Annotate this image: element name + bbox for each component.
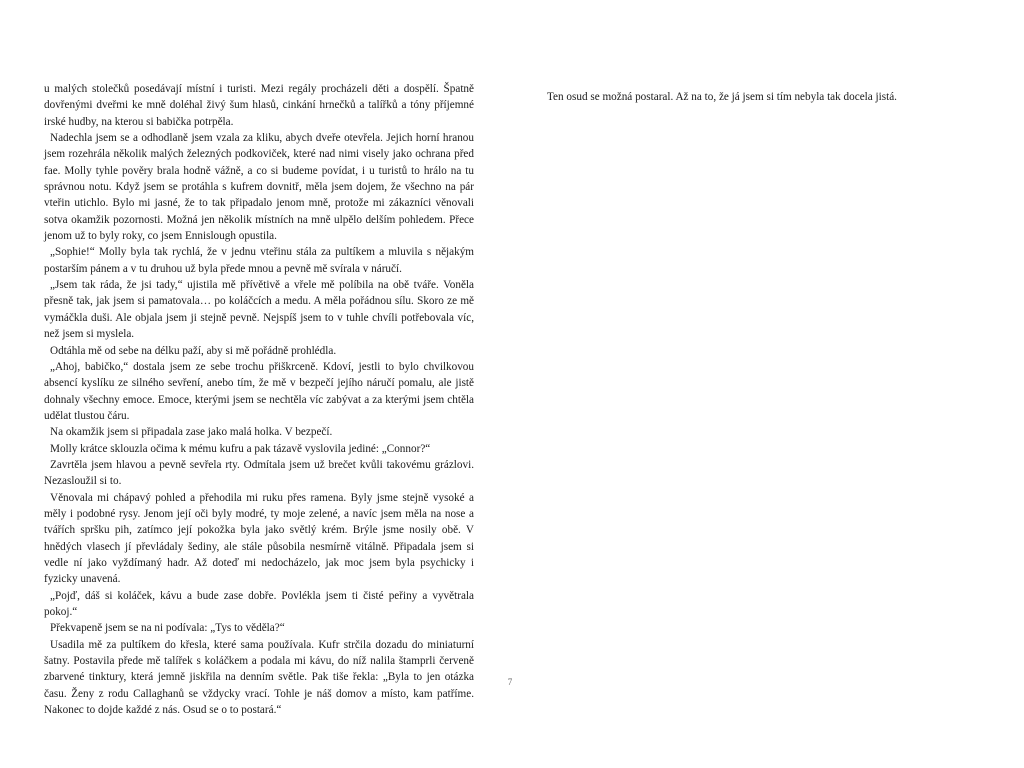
paragraph: „Sophie!“ Molly byla tak rychlá, že v jednu vteřinu stála za pultíkem a mluvila s nějakým postarším pánem a v tu druhou už byla přede mnou a pevně mě svírala v náručí. bbox=[44, 246, 474, 275]
paragraph: u malých stolečků posedávají místní i turisti. Mezi regály procházeli děti a dospělí. Špatně dovřenými dveřmi ke mně doléhal živý šum hlasů, cinkání hrnečků a talířků a tóny příjemné irské hudby, na kterou si babička potrpěla. bbox=[44, 83, 474, 128]
right-page-text bbox=[547, 89, 987, 105]
paragraph: Molly krátce sklouzla očima k mému kufru a pak tázavě vyslovila jediné: „Connor?“ bbox=[50, 442, 431, 455]
paragraph: „Ahoj, babičko,“ dostala jsem ze sebe trochu přiškrceně. Kdoví, jestli to bylo chvilkovou absencí kyslíku ze silného sevření, anebo tím, že mě v bezpečí jejího náručí pomalu, ale jistě dohnaly všechny emoce. Emoce, kterými jsem se nechtěla víc zabývat a za kterými jsem chtěla udělat tlustou čáru. bbox=[44, 360, 474, 422]
paragraph: Usadila mě za pultíkem do křesla, které sama používala. Kufr strčila dozadu do miniaturní šatny. Postavila přede mě talířek s koláčkem a podala mi kávu, do níž nalila štamprli červeně zbarvené tinktury, která jemně jiskřila na denním světle. Pak tiše řekla: „Byla to jen otázka času. Ženy z rodu Callaghanů se vždycky vrací. Tohle je náš domov a místo, kam patříme. Nakonec to dojde každé z nás. Osud se o to postará.“ bbox=[44, 638, 474, 717]
paragraph: „Jsem tak ráda, že jsi tady,“ ujistila mě přívětivě a vřele mě políbila na obě tváře. Voněla přesně tak, jak jsem si pamatovala… po koláčcích a medu. A měla pořádnou sílu. Skoro ze mě vymáčkla duši. Ale objala jsem ji stejně pevně. Nejspíš jsem to v tuhle chvíli potřebovala víc, než jsem si myslela. bbox=[44, 279, 474, 341]
paragraph: Zavrtěla jsem hlavou a pevně sevřela rty. Odmítala jsem už brečet kvůli takovému grázlovi. Nezasloužil si to. bbox=[44, 458, 474, 488]
paragraph: „Pojď, dáš si koláček, kávu a bude zase dobře. Povlékla jsem ti čisté peřiny a vyvětrala pokoj.“ bbox=[44, 589, 474, 618]
paragraph: Nadechla jsem se a odhodlaně jsem vzala za kliku, abych dveře otevřela. Jejich horní hranou jsem rozehrála několik malých železných podkoviček, které nad nimi visely jako ochrana před fae. Molly tyhle pověry brala hodně vážně, a co si budeme povídat, i u turistů to hrálo na tu správnou notu. Když jsem se protáhla s kufrem dovnitř, měla jsem dojem, že všechno na pár vteřin utichlo. Bylo mi jasné, že to tak připadalo jenom mně, protože mi zákazníci věnovali sotva okamžik pozornosti. Možná jen několik místních na mně ulpělo delším pohledem. Přece jenom už to byly roky, co jsem Ennislough opustila. bbox=[44, 132, 474, 243]
paragraph: Odtáhla mě od sebe na délku paží, aby si mě pořádně prohlédla. bbox=[50, 344, 337, 357]
paragraph: Překvapeně jsem se na ni podívala: „Tys to věděla?“ bbox=[50, 622, 285, 635]
page-number: 7 bbox=[507, 677, 513, 687]
paragraph: Na okamžik jsem si připadala zase jako malá holka. V bezpečí. bbox=[50, 426, 333, 439]
left-page-text bbox=[44, 81, 474, 718]
paragraph: Věnovala mi chápavý pohled a přehodila mi ruku přes ramena. Byly jsme stejně vysoké a měly i podobné rysy. Jenom její oči byly modré, ty moje zelené, a navíc jsem měla na nose a tvářích spršku pih, zatímco její pokožka byla jako světlý krém. Brýle jsme nosily obě. V hnědých vlasech jí převládaly šediny, ale stále působila nesmírně vitálně. Připadala jsem si vedle ní jako vyždímaný hadr. Až doteď mi nedocházelo, jak moc jsem byla psychicky i fyzicky unavená. bbox=[44, 491, 474, 586]
paragraph: Ten osud se možná postaral. Až na to, že já jsem si tím nebyla tak docela jistá. bbox=[547, 91, 897, 103]
